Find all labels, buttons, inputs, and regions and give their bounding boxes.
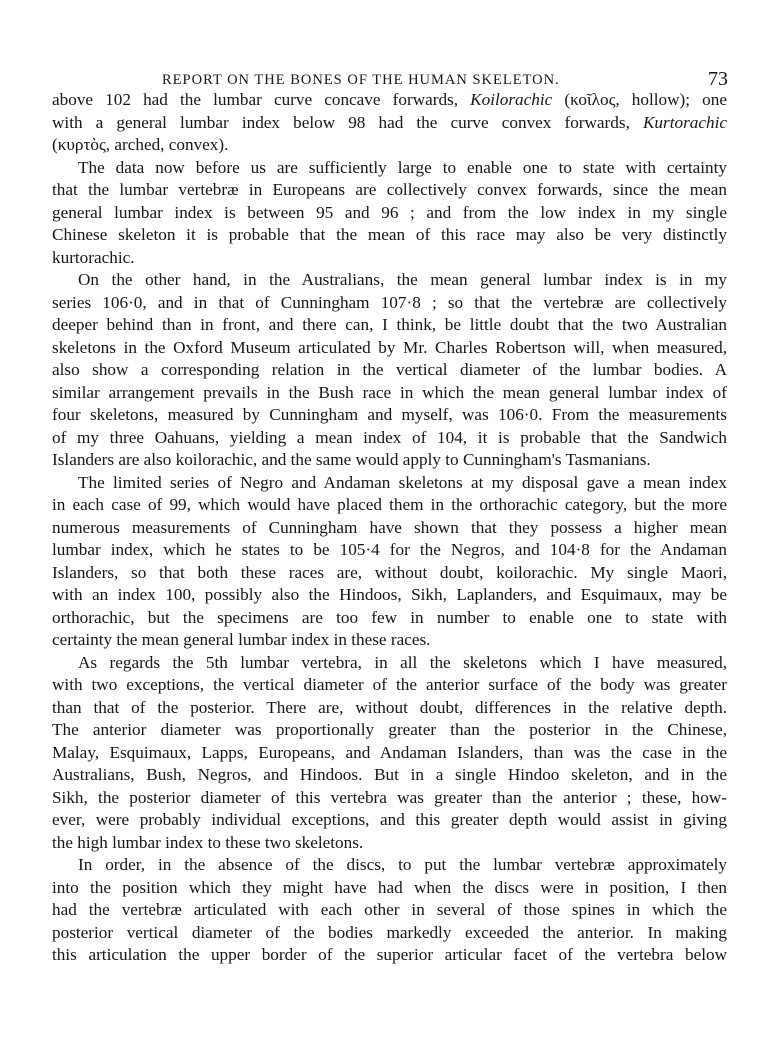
text-line: four skeletons, measured by Cunningham and myself, was 106·0. From the measurements: [52, 405, 727, 424]
paragraph: [52, 89, 727, 157]
text-line: Islanders, so that both these races are, without doubt, koilorachic. My single Maori,: [52, 562, 727, 582]
paragraph: [52, 269, 727, 472]
running-title: REPORT ON THE BONES OF THE HUMAN SKELETON.: [162, 72, 560, 88]
text-line: Malay, Esquimaux, Lapps, Europeans, and Andaman Islanders, than was the case in the: [52, 742, 727, 762]
text-line: the high lumbar index to these two skeletons.: [52, 832, 364, 852]
text-line: certainty the mean general lumbar index in these races.: [52, 630, 431, 649]
paragraph: [52, 652, 727, 855]
text-line: posterior vertical diameter of the bodies markedly exceeded the anterior. In making: [52, 922, 727, 942]
text-line: general lumbar index is between 95 and 96 ; and from the low index in my single: [52, 202, 727, 222]
text-line: The data now before us are sufficiently large to enable one to state with certainty: [78, 157, 727, 177]
text-line: Chinese skeleton it is probable that the mean of this race may also be very distinctly: [52, 225, 727, 244]
page-number: 73: [708, 68, 728, 90]
text-line: In order, in the absence of the discs, to put the lumbar vertebræ approximately: [78, 855, 727, 874]
text-line: deeper behind than in front, and there can, I think, be little doubt that the two Australian: [52, 315, 727, 334]
text-line: orthorachic, but the specimens are too few in number to enable one to state with: [52, 607, 727, 627]
text-line: than that of the posterior. There are, without doubt, differences in the relative depth.: [52, 697, 727, 717]
paragraph: [52, 472, 727, 652]
paragraph: [52, 157, 727, 270]
text-line: with an index 100, possibly also the Hindoos, Sikh, Laplanders, and Esquimaux, may be: [52, 585, 727, 604]
paragraph: [52, 854, 727, 967]
text-line: lumbar index, which he states to be 105·4 for the Negros, and 104·8 for the Andaman: [52, 540, 727, 559]
text-line: series 106·0, and in that of Cunningham 107·8 ; so that the vertebræ are collectively: [52, 292, 727, 312]
text-line: with a general lumbar index below 98 had the curve convex forwards, Kurtorachic: [52, 112, 727, 132]
text-line: also show a corresponding relation in the vertical diameter of the lumbar bodies. A: [52, 360, 727, 379]
text-line: similar arrangement prevails in the Bush race in which the mean general lumbar index of: [52, 382, 727, 402]
text-line: (κυρτὸς, arched, convex).: [52, 135, 229, 154]
text-line: Sikh, the posterior diameter of this vertebra was greater than the anterior ; these, how-: [52, 787, 727, 807]
text-line: Islanders are also koilorachic, and the same would apply to Cunningham's Tasmanians.: [52, 450, 651, 469]
text-line: had the vertebræ articulated with each other in several of those spines in which the: [52, 900, 727, 919]
text-line: Australians, Bush, Negros, and Hindoos. But in a single Hindoo skeleton, and in the: [52, 765, 727, 784]
text-line: in each case of 99, which would have placed them in the orthorachic category, but the more: [52, 495, 727, 514]
text-line: ever, were probably individual exceptions, and this greater depth would assist in giving: [52, 810, 727, 829]
text-line: As regards the 5th lumbar vertebra, in all the skeletons which I have measured,: [78, 652, 727, 672]
text-line: into the position which they might have had when the discs were in position, I then: [52, 877, 727, 897]
text-line: The limited series of Negro and Andaman skeletons at my disposal gave a mean index: [78, 472, 727, 492]
text-line: On the other hand, in the Australians, the mean general lumbar index is in my: [78, 270, 727, 289]
text-line: kurtorachic.: [52, 247, 135, 267]
text-line: The anterior diameter was proportionally greater than the posterior in the Chinese,: [52, 720, 727, 739]
text-line: above 102 had the lumbar curve concave forwards, Koilorachic (κοῖλος, hollow); one: [52, 90, 727, 109]
text-line: skeletons in the Oxford Museum articulated by Mr. Charles Robertson will, when measured,: [52, 337, 727, 357]
text-line: this articulation the upper border of the superior articular facet of the vertebra below: [52, 945, 727, 964]
body-text: [52, 89, 727, 967]
text-line: that the lumbar vertebræ in Europeans are collectively convex forwards, since the mean: [52, 180, 727, 199]
text-line: numerous measurements of Cunningham have shown that they possess a higher mean: [52, 517, 727, 537]
text-line: of my three Oahuans, yielding a mean index of 104, it is probable that the Sandwich: [52, 427, 727, 447]
text-line: with two exceptions, the vertical diameter of the anterior surface of the body was greater: [52, 675, 727, 694]
